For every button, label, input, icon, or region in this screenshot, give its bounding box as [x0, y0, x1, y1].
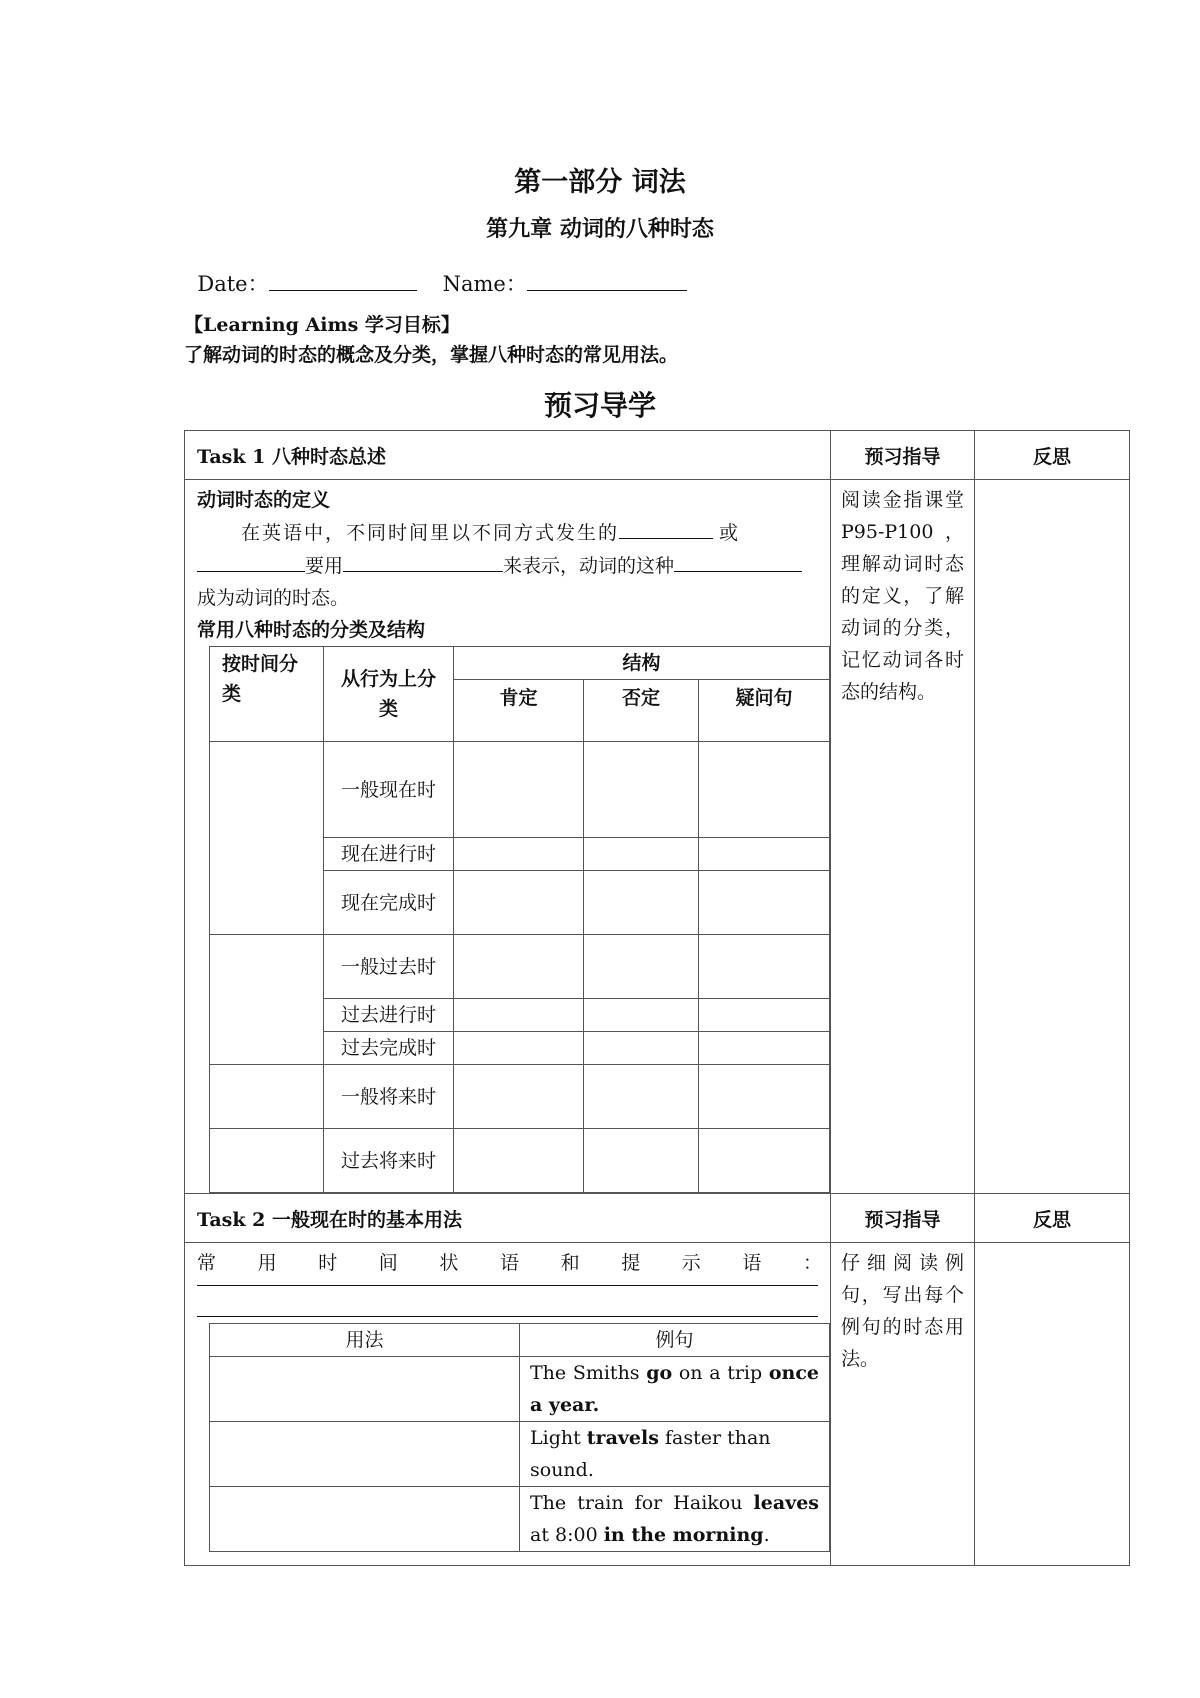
task1-reflect-header: 反思: [975, 431, 1130, 480]
definition-heading: 动词时态的定义: [197, 489, 331, 511]
answer-cell[interactable]: [699, 935, 830, 999]
name-label: Name：: [442, 272, 527, 296]
answer-cell[interactable]: [584, 935, 699, 999]
answer-cell[interactable]: [699, 742, 830, 838]
definition-blank-2[interactable]: [197, 549, 305, 572]
usage-answer-cell[interactable]: [210, 1357, 520, 1422]
answer-cell[interactable]: [454, 999, 584, 1032]
task2-guide-text: 仔细阅读例句，写出每个例句的时态用法。: [831, 1243, 975, 1566]
answer-cell[interactable]: [699, 838, 830, 871]
definition-paragraph: 在英语中，不同时间里以不同方式发生的 或: [197, 516, 822, 549]
task2-title: Task 2 一般现在时的基本用法: [185, 1194, 831, 1243]
tense-label: 过去进行时: [324, 999, 454, 1032]
learning-aims-title: 【Learning Aims 学习目标】: [184, 314, 460, 336]
example-sentence-2: Light travels faster than sound.: [520, 1422, 830, 1487]
tense-structure-table: [209, 646, 830, 1193]
col-positive: 肯定: [454, 680, 584, 742]
definition-blank-1[interactable]: [619, 516, 713, 539]
answer-cell[interactable]: [699, 1129, 830, 1193]
preview-title: 预习导学: [543, 389, 656, 422]
answer-cell[interactable]: [584, 1032, 699, 1065]
col-behavior-class: 从行为上分类: [324, 647, 454, 742]
example-sentence-1: The Smiths go on a trip once a year.: [520, 1357, 830, 1422]
answer-cell[interactable]: [454, 871, 584, 935]
task1-guide-header: 预习指导: [831, 431, 975, 480]
time-group-past-future[interactable]: [210, 1129, 324, 1193]
learning-aims-text: 了解动词的时态的概念及分类，掌握八种时态的常见用法。: [184, 344, 679, 366]
col-example: 例句: [520, 1324, 830, 1357]
answer-cell[interactable]: [584, 1065, 699, 1129]
col-usage: 用法: [210, 1324, 520, 1357]
time-group-past[interactable]: [210, 935, 324, 1065]
adverbials-blank-1[interactable]: [197, 1279, 818, 1286]
part-title: 第一部分 词法: [514, 167, 686, 198]
classification-heading: 常用八种时态的分类及结构: [197, 619, 426, 641]
answer-cell[interactable]: [454, 838, 584, 871]
tense-label: 一般现在时: [324, 742, 454, 838]
answer-cell[interactable]: [454, 935, 584, 999]
task1-guide-text: 阅读金指课堂P95-P100，理解动词时态的定义，了解动词的分类，记忆动词各时态的结构。: [831, 480, 975, 1194]
answer-cell[interactable]: [584, 838, 699, 871]
answer-cell[interactable]: [454, 1129, 584, 1193]
chapter-title: 第九章 动词的八种时态: [486, 216, 714, 242]
task2-content: [185, 1243, 831, 1566]
answer-cell[interactable]: [699, 1065, 830, 1129]
date-label: Date：: [197, 272, 269, 296]
answer-cell[interactable]: [584, 871, 699, 935]
task2-reflect-header: 反思: [975, 1194, 1130, 1243]
tense-label: 现在进行时: [324, 838, 454, 871]
answer-cell[interactable]: [454, 1032, 584, 1065]
definition-blank-4[interactable]: [674, 549, 802, 572]
usage-example-table: [209, 1323, 830, 1552]
definition-blank-3[interactable]: [343, 549, 503, 572]
answer-cell[interactable]: [699, 999, 830, 1032]
tense-label: 过去完成时: [324, 1032, 454, 1065]
task2-guide-header: 预习指导: [831, 1194, 975, 1243]
usage-answer-cell[interactable]: [210, 1422, 520, 1487]
col-structure: 结构: [454, 647, 830, 680]
tense-label: 现在完成时: [324, 871, 454, 935]
answer-cell[interactable]: [454, 1065, 584, 1129]
time-group-future[interactable]: [210, 1065, 324, 1129]
name-blank[interactable]: [527, 268, 687, 291]
task1-reflect-cell[interactable]: [975, 480, 1130, 1194]
task1-title: Task 1 八种时态总述: [185, 431, 831, 480]
definition-line-3: 成为动词的时态。: [197, 587, 350, 609]
definition-line-2: 要用 来表示，动词的这种: [197, 549, 822, 582]
task2-reflect-cell[interactable]: [975, 1243, 1130, 1566]
answer-cell[interactable]: [699, 1032, 830, 1065]
col-time-class: 按时间分类: [210, 647, 324, 742]
answer-cell[interactable]: [584, 999, 699, 1032]
tense-label: 过去将来时: [324, 1129, 454, 1193]
answer-cell[interactable]: [454, 742, 584, 838]
worksheet-table: [184, 430, 1130, 1566]
answer-cell[interactable]: [699, 871, 830, 935]
col-negative: 否定: [584, 680, 699, 742]
time-group-present[interactable]: [210, 742, 324, 935]
adverbials-blank-2[interactable]: [197, 1286, 818, 1317]
date-name-line: [184, 244, 687, 298]
answer-cell[interactable]: [584, 742, 699, 838]
usage-answer-cell[interactable]: [210, 1487, 520, 1552]
example-sentence-3: The train for Haikou leaves at 8:00 in the morning.: [520, 1487, 830, 1552]
tense-label: 一般将来时: [324, 1065, 454, 1129]
answer-cell[interactable]: [584, 1129, 699, 1193]
tense-label: 一般过去时: [324, 935, 454, 999]
adverbials-label: 常用时间状语和提示语：: [197, 1252, 822, 1274]
col-question: 疑问句: [699, 680, 830, 742]
date-blank[interactable]: [269, 268, 417, 291]
task1-content: [185, 480, 831, 1194]
